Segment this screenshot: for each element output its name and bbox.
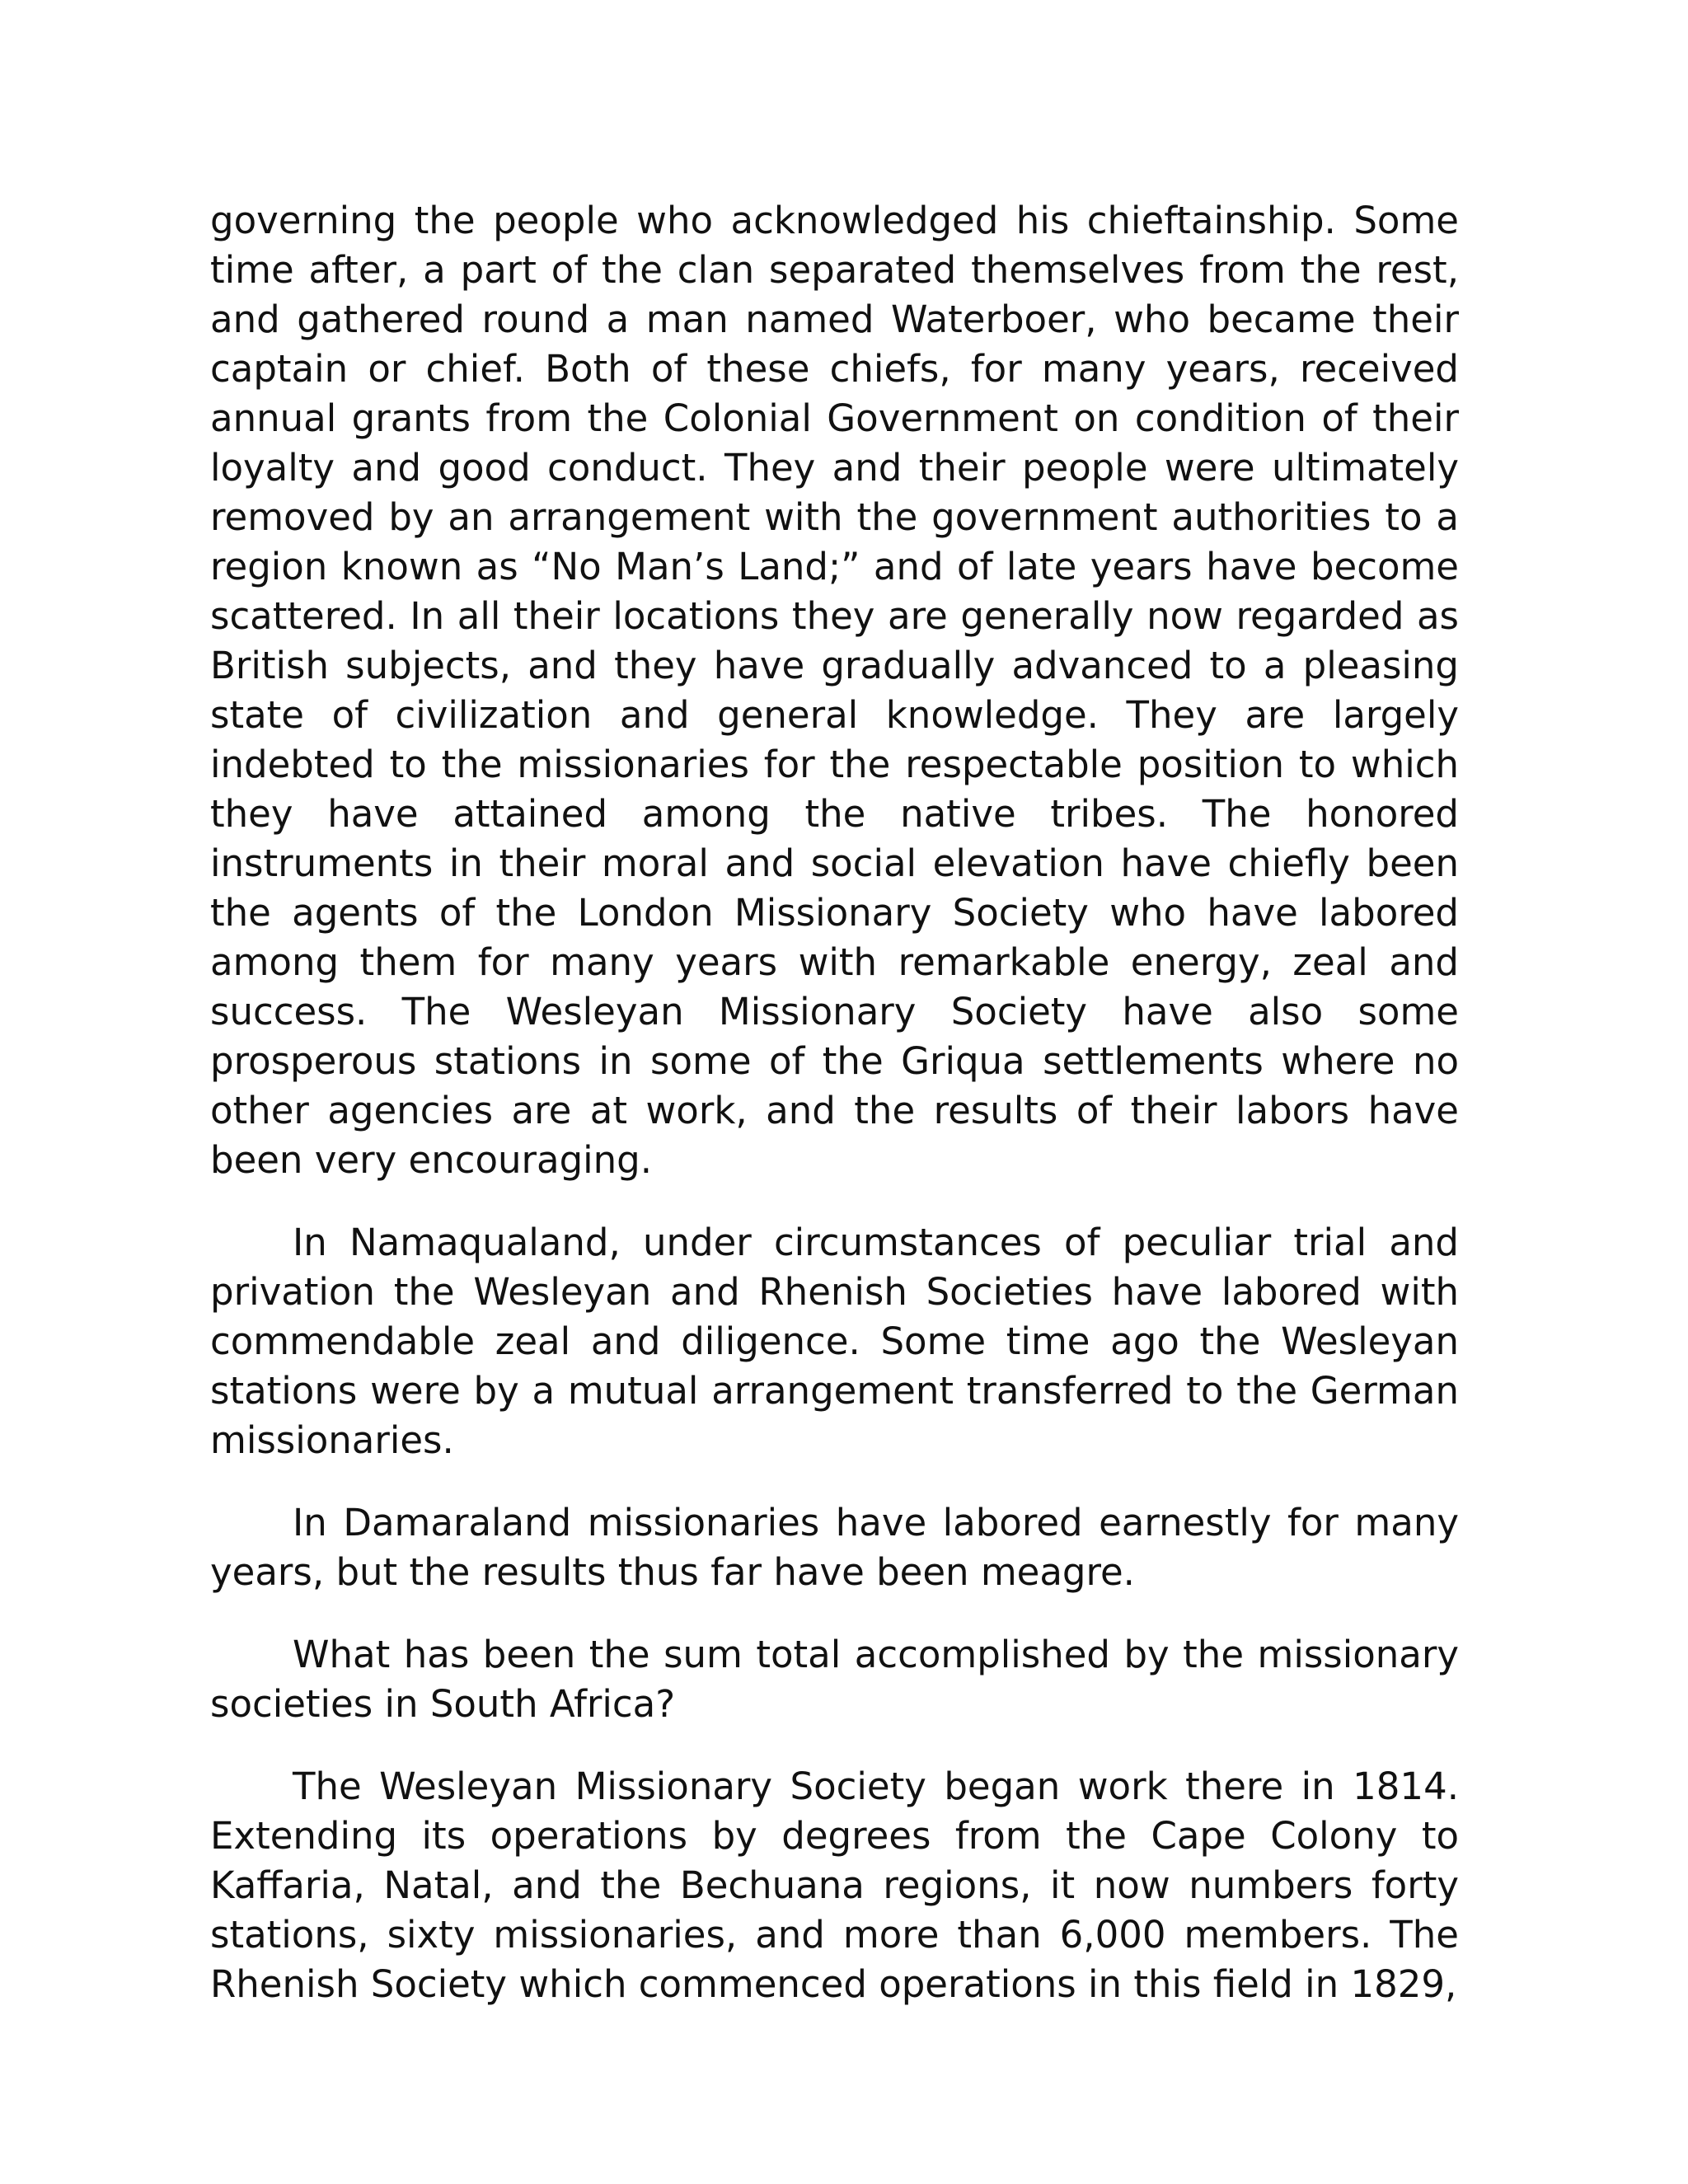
paragraph-griqua-chiefs: governing the people who acknowledged his chieftainship. Some time after, a part of the clan separated themselves from the rest, and gathered round a man named Waterboer, who became their captain or chief. Both of these chiefs, for many years, received annual grants from the Colonial Government on condition of their loyalty and good conduct. They and their people were ultimately removed by an arrangement with the government authorities to a region known as “No Man’s Land;” and of late years have become scattered. In all their locations they are generally now regarded as British subjects, and they have gradually advanced to a pleasing state of civilization and general knowledge. They are largely indebted to the missionaries for the respectable position to which they have attained among the native tribes. The honored instruments in their moral and social elevation have chiefly been the agents of the London Missionary Society who have labored among them for many years with remarkable energy, zeal and success. The Wesleyan Missionary Society have also some prosperous stations in some of the Griqua settlements where no other agencies are at work, and the results of their labors have been very encouraging. xyxy=(210,199,1459,1182)
paragraph-question: What has been the sum total accomplished by the missionary societies in South Africa? xyxy=(210,1633,1459,1726)
paragraph-wesleyan-society: The Wesleyan Missionary Society began work there in 1814. Extending its operations by degrees from the Cape Colony to Kaffaria, Natal, and the Bechuana regions, it now numbers forty stations, sixty missionaries, and more than 6,000 members. The Rhenish Society which commenced operations in this field in 1829, xyxy=(210,1765,1459,2006)
paragraph-damaraland: In Damaraland missionaries have labored earnestly for many years, but the results thus far have been meagre. xyxy=(210,1501,1459,1594)
body-text xyxy=(210,196,1459,2009)
paragraph-namaqualand: In Namaqualand, under circumstances of peculiar trial and privation the Wesleyan and Rhenish Societies have labored with commendable zeal and diligence. Some time ago the Wesleyan stations were by a mutual arrangement transferred to the German missionaries. xyxy=(210,1221,1459,1462)
